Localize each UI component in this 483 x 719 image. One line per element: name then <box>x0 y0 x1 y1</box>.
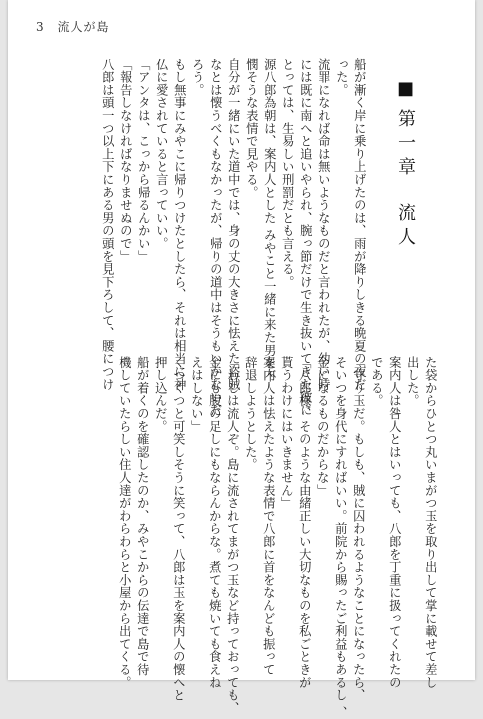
text-column: には既に南へと追いやられ、腕っ節だけで生き抜いてきた彼に <box>298 58 313 417</box>
text-column: 機していたらしい住人達がわらわらと小屋から出てくる。 <box>117 356 132 689</box>
text-column: 「わしは流人ぞ。島に流されてまがつ玉など持っておっても、 <box>225 356 240 715</box>
text-column: 「八郎様、そのような由緒正しい大切なものを私ごときが <box>297 356 312 689</box>
text-column: 金になるものだからな」 <box>315 356 330 497</box>
text-column: くつくつと可笑しそうに笑って、八郎は玉を案内人の懐へと <box>171 356 186 702</box>
text-column: 八郎は頭一つ以上下にある男の頭を見下ろして、腰につけ <box>100 58 115 391</box>
page-number: 3 <box>36 20 45 34</box>
text-column: 流罪になれば命は無いようなものだと言われたが、幼い時 <box>316 58 331 391</box>
text-column: 「アンタは、こっから帰るんかい」 <box>136 58 151 263</box>
text-column: 出した。 <box>405 356 420 408</box>
text-column: ろう。 <box>190 58 205 97</box>
text-column: 自分が一緒にいた道中では、身の丈の大きさに怯えた盗賊 <box>226 58 241 391</box>
text-column: 憫そうな表情で見やる。 <box>244 58 259 199</box>
text-column: た袋からひとつ丸いまがつ玉を取り出して掌に載せて差し <box>423 356 438 689</box>
text-column: 船が着くのを確認したのか、みやこからの伝達で島で待 <box>135 356 150 676</box>
chapter-title: 流人 <box>395 203 416 251</box>
text-column: 貰うわけにはいきません」 <box>279 356 294 510</box>
text-column: 辞退しようとした。 <box>243 356 258 472</box>
text-column: そいつを身代にすればいい。前院から賜ったご利益もあるし 、 <box>333 356 348 719</box>
running-header <box>36 18 109 35</box>
text-column: 「報告しなければなりませぬので」 <box>118 58 133 263</box>
book-page <box>8 0 475 719</box>
text-column: とっては、生易しい刑罰だとも言える。 <box>280 58 295 289</box>
chapter-marker: ■ <box>395 78 416 105</box>
text-column: 仏に愛されていると言っていい。 <box>154 58 169 250</box>
text-column: 案内人は咎人とはいっても、八郎を丁重に扱ってくれたの <box>387 356 402 689</box>
text-column: えはしない」 <box>189 356 204 433</box>
chapter-label: 第一章 <box>395 109 416 181</box>
text-column: なとは懐うべくもなかったが、帰りの道中はそうもいかないだ <box>208 58 223 417</box>
running-title: 流人が島 <box>57 20 110 34</box>
text-column: 金にも腹の足しにもならんからな。煮ても焼いても食えね <box>207 356 222 689</box>
text-column: った。 <box>334 58 349 97</box>
text-column: 案内人は怯えたような表情で八郎に首をなんども振って <box>261 356 276 676</box>
text-column: 船が漸く岸に乗り上げたのは、雨が降りしきる晩夏の夜だ <box>352 58 367 391</box>
text-column: 源八郎為朝は、案内人とした みやこと一緒に来た男を不 <box>262 58 277 383</box>
text-column: 押し込んだ。 <box>153 356 168 433</box>
text-column: 「守り玉だ。もしも、賊に囚われるようなことになったら、 <box>351 356 366 702</box>
chapter-heading <box>392 78 418 251</box>
text-column: である。 <box>369 356 384 408</box>
text-column: もし無事にみやこに帰りつけたとしたら、それは相当に神 <box>172 58 187 391</box>
